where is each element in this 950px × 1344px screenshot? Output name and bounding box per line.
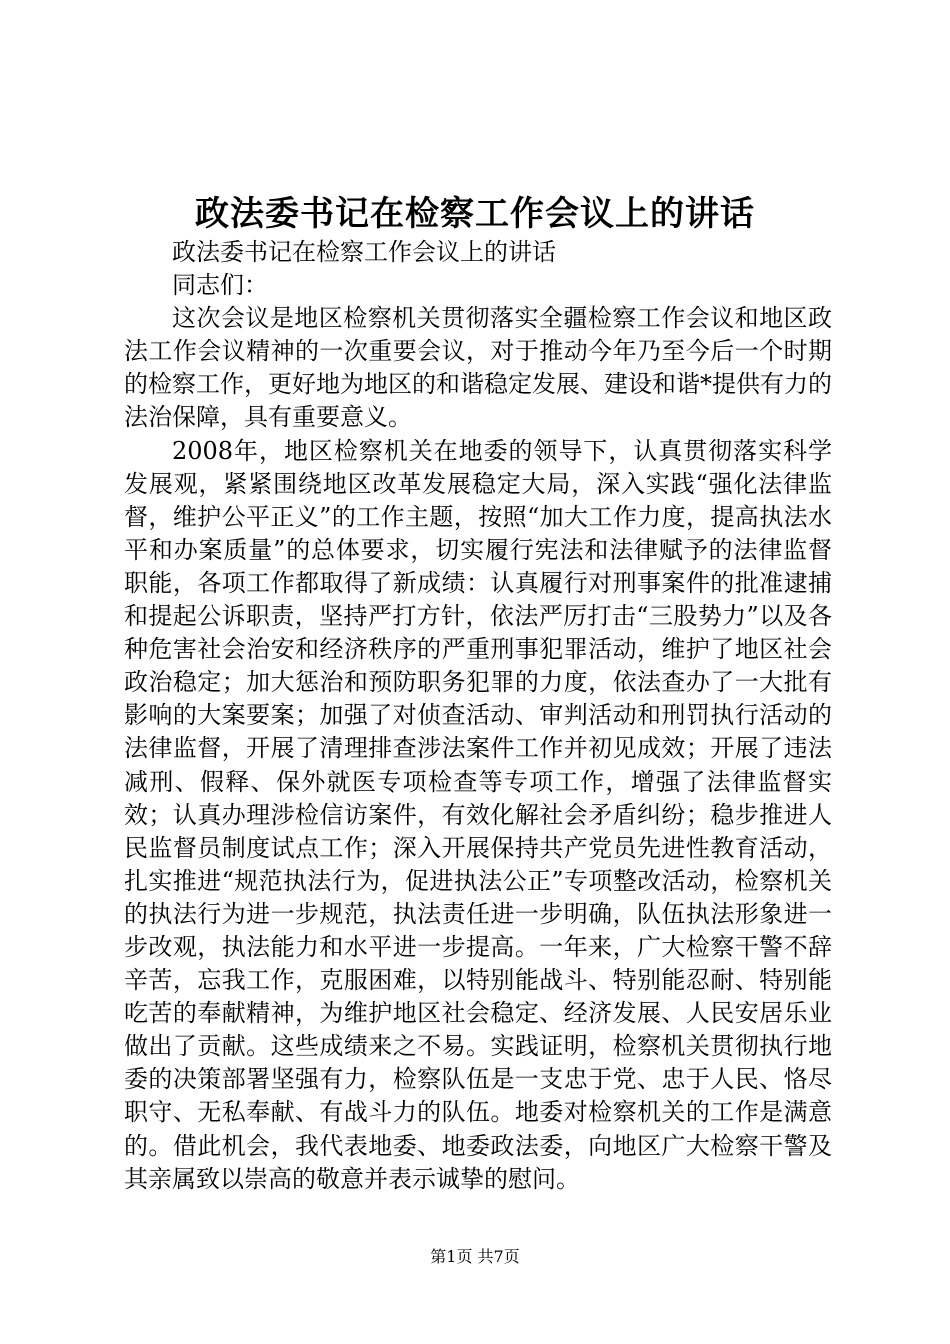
document-title: 政法委书记在检察工作会议上的讲话 <box>195 194 755 234</box>
document-body <box>124 236 832 1196</box>
subtitle-paragraph: 政法委书记在检察工作会议上的讲话 <box>172 238 556 266</box>
body-paragraph: 2008年，地区检察机关在地委的领导下，认真贯彻落实科学发展观，紧紧围绕地区改革发展稳定大局，深入实践“强化法律监督，维护公平正义”的工作主题，按照“加大工作力度，提高执法水平和办案质量”的总体要求，切实履行宪法和法律赋予的法律监督职能，各项工作都取得了新成绩：认真履行对刑事案件的批准逮捕和提起公诉职责，坚持严打方针，依法严厉打击“三股势力”以及各种危害社会治安和经济秩序的严重刑事犯罪活动，维护了地区社会政治稳定；加大惩治和预防职务犯罪的力度，依法查办了一大批有影响的大案要案；加强了对侦查活动、审判活动和刑罚执行活动的法律监督，开展了清理排查涉法案件工作并初见成效；开展了违法减刑、假释、保外就医专项检查等专项工作，增强了法律监督实效；认真办理涉检信访案件，有效化解社会矛盾纠纷；稳步推进人民监督员制度试点工作；深入开展保持共产党员先进性教育活动，扎实推进“规范执法行为，促进执法公正”专项整改活动，检察机关的执法行为进一步规范，执法责任进一步明确，队伍执法形象进一步改观，执法能力和水平进一步提高。一年来，广大检察干警不辞辛苦，忘我工作，克服困难，以特别能战斗、特别能忍耐、特别能吃苦的奉献精神，为维护地区社会稳定、经济发展、人民安居乐业做出了贡献。这些成绩来之不易。实践证明，检察机关贯彻执行地委的决策部署坚强有力，检察队伍是一支忠于党、忠于人民、恪尽职守、无私奉献、有战斗力的队伍。地委对检察机关的工作是满意的。借此机会，我代表地委、地委政法委，向地区广大检察干警及其亲属致以崇高的敬意并表示诚挚的慰问。 <box>124 436 832 1193</box>
page-footer: 第1页 共7页 <box>430 1247 520 1266</box>
body-paragraph: 这次会议是地区检察机关贯彻落实全疆检察工作会议和地区政法工作会议精神的一次重要会议，对于推动今年乃至今后一个时期的检察工作，更好地为地区的和谐稳定发展、建设和谐*提供有力的法治保障，具有重要意义。 <box>124 304 832 432</box>
salutation-paragraph: 同志们： <box>172 271 268 300</box>
